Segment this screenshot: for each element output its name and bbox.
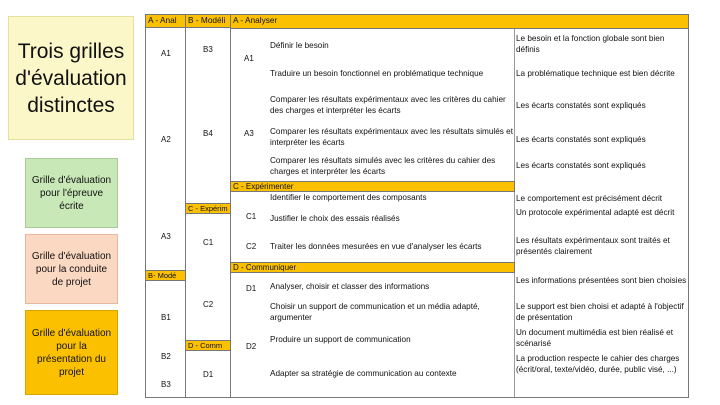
row-indicator-11: Un document multimédia est bien réalisé et scénarisé — [516, 328, 674, 348]
row-criterion-1: Définir le besoin — [270, 41, 329, 50]
row-criterion-6: Identifier le comportement des composants — [270, 193, 427, 202]
row-indicator-3: Les écarts constatés sont expliqués — [516, 101, 646, 110]
tab-b-model[interactable]: B - Modéli — [185, 14, 233, 28]
code-a3: A3 — [161, 232, 171, 241]
code-a1: A1 — [161, 49, 171, 58]
row-criterion-2: Traduire un besoin fonctionnel en problématique technique — [270, 69, 484, 78]
row-criterion-12: Adapter sa stratégie de communication au contexte — [270, 369, 457, 378]
row-indicator-4: Les écarts constatés sont expliqués — [516, 135, 646, 144]
row-criterion-8: Traiter les données mesurées en vue d'analyser les écarts — [270, 242, 482, 251]
row-criterion-7: Justifier le choix des essais réalisés — [270, 214, 400, 223]
code-b3: B3 — [161, 380, 171, 389]
grid-presentation-box[interactable] — [25, 310, 118, 395]
row-indicator-9: Les informations présentées sont bien choisies — [516, 276, 687, 285]
tab-a-analyser[interactable]: A - Analyser — [230, 14, 689, 29]
code-d1-col2: D1 — [203, 370, 214, 379]
title-box — [8, 16, 134, 140]
row-criterion-3: Comparer les résultats expérimentaux avec les critères du cahier des charges et interpréter les écarts — [270, 95, 506, 115]
code-b1: B1 — [161, 313, 171, 322]
row-criterion-5: Comparer les résultats simulés avec les critères du cahier des charges et interpréter les écarts — [270, 156, 496, 176]
row-criterion-11: Produire un support de communication — [270, 335, 411, 344]
band-c-exp-small: C - Expérim — [185, 203, 233, 214]
row-criterion-10: Choisir un support de communication et un média adapté, argumenter — [270, 302, 480, 322]
title-text: Trois grilles d'évaluation distinctes — [15, 39, 127, 117]
section-c-band: C - Expérimenter — [230, 181, 515, 192]
row-criterion-9: Analyser, choisir et classer des informations — [270, 282, 430, 291]
grid-exam-box[interactable] — [25, 158, 118, 228]
row-code-d1: D1 — [246, 284, 257, 293]
code-b2: B2 — [161, 352, 171, 361]
code-b3-col2: B3 — [203, 45, 213, 54]
row-criterion-4: Comparer les résultats expérimentaux avec les résultats simulés et interpréter les écarts — [270, 127, 513, 147]
row-code-a1: A1 — [244, 54, 254, 63]
code-c1-col2: C1 — [203, 238, 214, 247]
row-indicator-6: Le comportement est précisément décrit — [516, 194, 663, 203]
band-b-model: B- Modé — [145, 270, 195, 281]
grid-project-box[interactable] — [25, 234, 118, 304]
row-indicator-1: Le besoin et la fonction globale sont bien définis — [516, 34, 665, 54]
code-a2: A2 — [161, 135, 171, 144]
row-code-c2: C2 — [246, 242, 257, 251]
code-b4: B4 — [203, 129, 213, 138]
row-indicator-7: Un protocole expérimental adapté est décrit — [516, 208, 675, 217]
grid-project-label: Grille d'évaluation pour la conduite de projet — [31, 250, 112, 288]
column-divider — [514, 29, 515, 397]
row-code-c1: C1 — [246, 212, 257, 221]
grid-exam-label: Grille d'évaluation pour l'épreuve écrite — [31, 174, 112, 212]
row-indicator-12: La production respecte le cahier des charges (écrit/oral, texte/vidéo, durée, public visé, ...) — [516, 354, 680, 374]
row-code-d2: D2 — [246, 342, 257, 351]
section-d-band: D - Communiquer — [230, 262, 515, 273]
tab-a-short[interactable]: A - Anal — [145, 14, 195, 28]
row-indicator-8: Les résultats expérimentaux sont traités et présentés clairement — [516, 236, 670, 256]
code-c2-col2: C2 — [203, 300, 214, 309]
row-indicator-10: Le support est bien choisi et adapté à l'objectif de présentation — [516, 302, 684, 322]
band-d-comm-small: D - Comm — [185, 340, 233, 351]
row-indicator-2: La problématique technique est bien décrite — [516, 69, 675, 78]
grid-presentation-label: Grille d'évaluation pour la présentation du projet — [31, 327, 112, 378]
row-code-a3: A3 — [244, 129, 254, 138]
row-indicator-5: Les écarts constatés sont expliqués — [516, 161, 646, 170]
